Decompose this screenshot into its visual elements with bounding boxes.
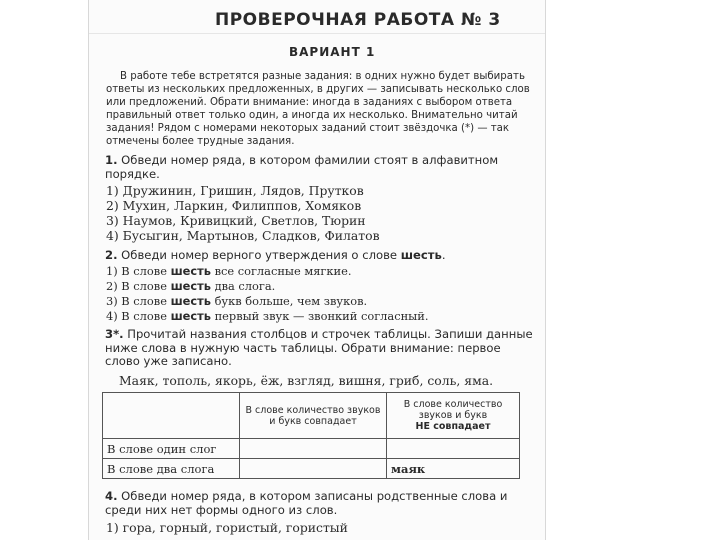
question-1-number: 1. <box>105 153 118 167</box>
column-header-match: В слове количество звуков и букв совпадает <box>240 393 387 439</box>
q2-option-3-word: шесть <box>170 294 211 308</box>
q2-option-3 <box>106 294 367 309</box>
q2-option-1 <box>106 264 351 279</box>
cell-one-syllable-mismatch[interactable] <box>387 439 520 459</box>
question-3 <box>105 328 537 369</box>
q2-option-1-pre: 1) В слове <box>106 264 171 278</box>
q2-option-3-pre: 3) В слове <box>106 294 171 308</box>
answer-table <box>102 392 520 479</box>
cell-two-syllables-match[interactable] <box>240 459 387 479</box>
q2-option-3-post: букв больше, чем звуков. <box>210 294 368 308</box>
q2-option-2-post: два слога. <box>210 279 276 293</box>
row-header-two-syllables: В слове два слога <box>103 459 240 479</box>
q2-option-2-word: шесть <box>170 279 211 293</box>
page-title: ПРОВЕРОЧНАЯ РАБОТА № 3 <box>215 10 501 30</box>
q4-option-1: 1) гора, горный, гористый, гористый <box>106 520 348 535</box>
row-header-one-syllable: В слове один слог <box>103 439 240 459</box>
cell-two-syllables-mismatch[interactable]: маяк <box>387 459 520 479</box>
cell-one-syllable-match[interactable] <box>240 439 387 459</box>
q2-option-1-word: шесть <box>170 264 211 278</box>
q2-option-1-post: все согласные мягкие. <box>210 264 352 278</box>
q2-option-4-word: шесть <box>170 309 211 323</box>
q2-option-2-pre: 2) В слове <box>106 279 171 293</box>
question-4 <box>105 490 537 517</box>
q2-option-4 <box>106 309 428 324</box>
instructions-text: В работе тебе встретятся разные задания: в одних нужно будет выбирать ответы из нескольких предложенных, в других — записывать несколько слов или предложений. Обрати внимание: иногда в заданиях с выбором ответа правильный ответ только один, а иногда их несколько. Внимательно читай задания! Рядом с номерами некоторых заданий стоит звёздочка (*) — так отмечены более трудные задания. <box>106 71 530 147</box>
instructions-paragraph <box>106 70 536 148</box>
question-2-end: . <box>441 248 446 262</box>
question-3-number: 3*. <box>105 327 124 341</box>
question-2-text: Обведи номер верного утверждения о слове <box>121 248 401 262</box>
column-header-mismatch-bold: НЕ совпадает <box>415 421 491 432</box>
table-row <box>103 459 520 479</box>
question-3-text: Прочитай названия столбцов и строчек таблицы. Запиши данные ниже слова в нужную часть таблицы. Обрати внимание: первое слово уже записано. <box>105 327 533 368</box>
table-header-row <box>103 393 520 439</box>
question-1 <box>105 154 537 181</box>
question-2-word: шесть <box>400 248 442 262</box>
question-2 <box>105 249 537 263</box>
q2-option-4-post: первый звук — звонкий согласный. <box>210 309 429 323</box>
q1-option-2: 2) Мухин, Ларкин, Филиппов, Хомяков <box>106 198 362 213</box>
q1-option-4: 4) Бусыгин, Мартынов, Сладков, Филатов <box>106 228 380 243</box>
divider <box>89 33 545 34</box>
question-4-number: 4. <box>105 489 118 503</box>
q3-word-list: Маяк, тополь, якорь, ёж, взгляд, вишня, гриб, соль, яма. <box>119 373 494 388</box>
question-2-number: 2. <box>105 248 118 262</box>
table-corner-cell <box>103 393 240 439</box>
column-header-mismatch-prefix: В слове количество звуков и букв <box>403 399 503 421</box>
q1-option-1: 1) Дружинин, Гришин, Лядов, Прутков <box>106 183 364 198</box>
column-header-mismatch <box>387 393 520 439</box>
q2-option-4-pre: 4) В слове <box>106 309 171 323</box>
table-row <box>103 439 520 459</box>
q1-option-3: 3) Наумов, Кривицкий, Светлов, Тюрин <box>106 213 366 228</box>
q2-option-2 <box>106 279 275 294</box>
variant-label: ВАРИАНТ 1 <box>289 45 376 59</box>
question-4-text: Обведи номер ряда, в котором записаны родственные слова и среди них нет формы одного из слов. <box>105 489 508 517</box>
worksheet-page <box>88 0 546 540</box>
question-1-text: Обведи номер ряда, в котором фамилии стоят в алфавитном порядке. <box>105 153 499 181</box>
